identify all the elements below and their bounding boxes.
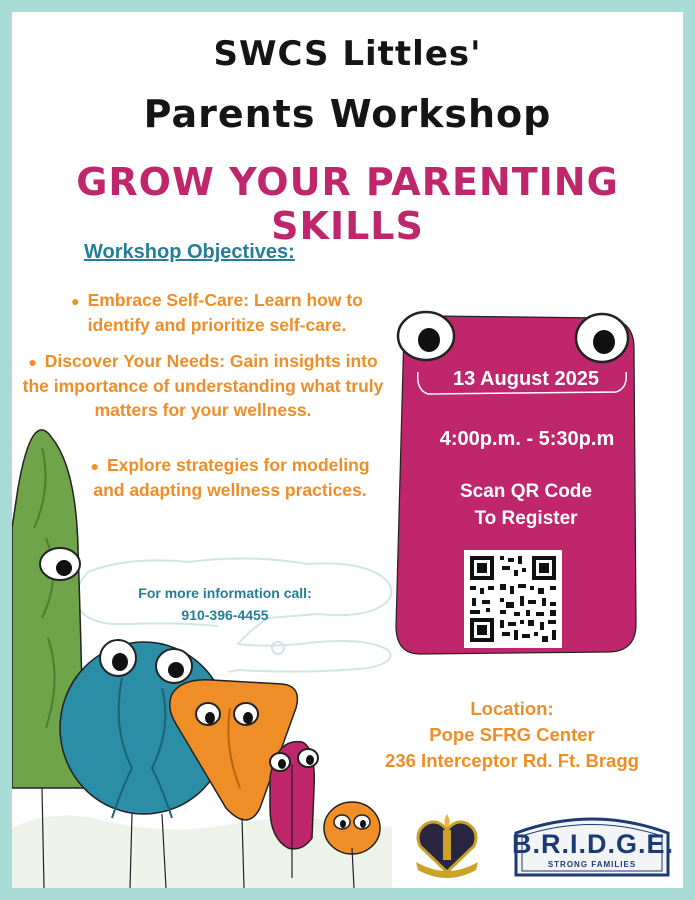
objective-text-1: Embrace Self-Care: Learn how to identify and prioritize self-care. <box>87 290 363 335</box>
title-line-1: SWCS Littles' <box>213 34 482 74</box>
bridge-word: B.R.I.D.G.E. <box>512 829 675 859</box>
bridge-logo <box>512 811 675 879</box>
contact-label: For more information call: <box>138 585 312 601</box>
eye-icon <box>398 312 454 360</box>
eye-icon <box>100 640 136 676</box>
eye-icon <box>298 749 318 767</box>
objective-text-3: Explore strategies for modeling and adapting wellness practices. <box>93 455 370 500</box>
tagline: GROW YOUR PARENTING SKILLS <box>76 160 619 248</box>
location-address: 236 Interceptor Rd. Ft. Bragg <box>385 750 639 771</box>
event-time: 4:00p.m. - 5:30p.m <box>439 428 615 450</box>
scan-line-2: To Register <box>474 508 578 529</box>
bridge-subtitle: STRONG FAMILIES <box>547 860 637 869</box>
bullet-dot-icon: ● <box>90 458 99 474</box>
characters-illustration <box>12 408 412 888</box>
eye-icon <box>576 314 628 362</box>
location-name: Pope SFRG Center <box>429 724 595 745</box>
eye-icon <box>234 703 258 725</box>
title-line-2: Parents Workshop <box>143 92 552 136</box>
bullet-dot-icon: ● <box>28 354 37 370</box>
objectives-heading: Workshop Objectives: <box>84 241 295 263</box>
eye-icon <box>334 815 350 829</box>
qr-code-icon[interactable] <box>464 550 562 648</box>
bullet-dot-icon: ● <box>71 293 80 309</box>
contact-phone[interactable]: 910-396-4455 <box>181 607 269 623</box>
scan-instructions <box>410 478 642 532</box>
eye-icon <box>196 703 220 725</box>
flyer <box>12 12 683 888</box>
location-label: Location: <box>470 698 554 719</box>
event-date: 13 August 2025 <box>453 368 599 390</box>
family-programs-logo <box>412 810 482 880</box>
objective-text-2: Discover Your Needs: Gain insights into the importance of understanding what truly matters for your wellness. <box>22 351 384 420</box>
eye-icon <box>270 753 290 771</box>
eye-icon <box>354 815 370 829</box>
eye-icon <box>40 548 80 580</box>
eye-icon <box>156 649 192 683</box>
scan-line-1: Scan QR Code <box>460 481 592 502</box>
